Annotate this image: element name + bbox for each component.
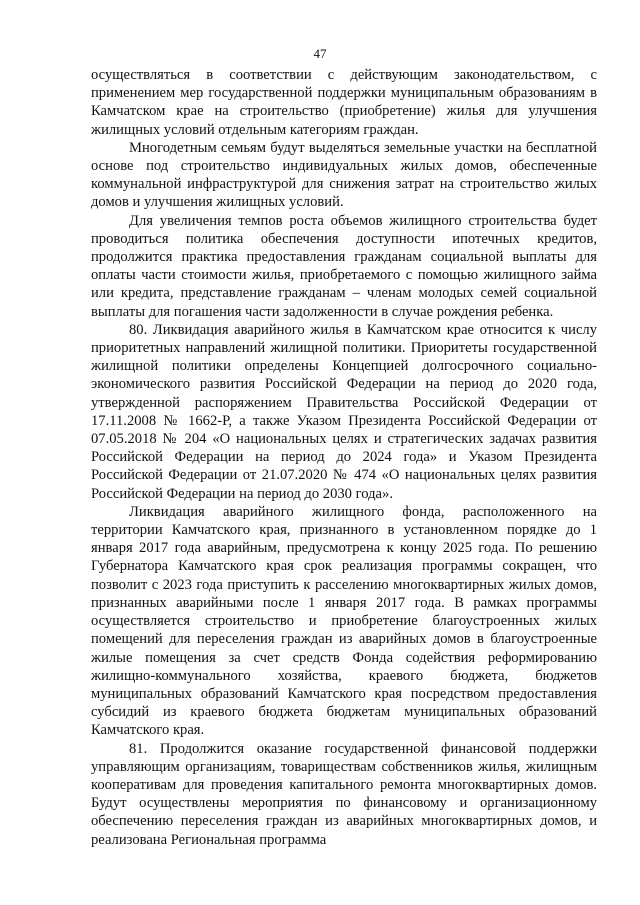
- body-text: [91, 66, 597, 849]
- paragraph-item-80: 80. Ликвидация аварийного жилья в Камчатском крае относится к числу приоритетных направлений жилищной политики. Приоритеты государственной жилищной политики определены Концепцией долгосрочного социально-экономического развития Российской Федерации на период до 2020 года, утвержденной распоряжением Правительства Российской Федерации от 17.11.2008 № 1662-Р, а также Указом Президента Российской Федерации от 07.05.2018 № 204 «О национальных целях и стратегических задачах развития Российской Федерации на период до 2024 года» и Указом Президента Российской Федерации от 21.07.2020 № 474 «О национальных целях развития Российской Федерации на период до 2030 года».: [91, 321, 597, 502]
- page-number: 47: [313, 46, 327, 61]
- paragraph-large-families: Многодетным семьям будут выделяться земельные участки на бесплатной основе под строительство индивидуальных жилых домов, обеспеченные коммунальной инфраструктурой для снижения затрат на строительство жилых домов и улучшения жилищных условий.: [91, 139, 597, 211]
- paragraph-continuation: осуществляться в соответствии с действующим законодательством, с применением мер государственной поддержки муниципальным образованиям в Камчатском крае на строительство (приобретение) жилья для улучшения жилищных условий отдельным категориям граждан.: [91, 67, 597, 138]
- paragraph-emergency-housing: Ликвидация аварийного жилищного фонда, расположенного на территории Камчатского края, признанного в установленном порядке до 1 января 2017 года аварийным, предусмотрена к концу 2025 года. По решению Губернатора Камчатского края срок реализация программы сокращен, что позволит с 2023 года приступить к расселению многоквартирных жилых домов, признанных аварийными после 1 января 2017 года. В рамках программы осуществляется строительство и приобретение благоустроенных жилых помещений для переселения граждан из аварийных домов в благоустроенные жилые помещения за счет средств Фонда содействия реформированию жилищно-коммунального хозяйства, краевого бюджета, бюджетов муниципальных образований Камчатского края посредством предоставления субсидий из краевого бюджета бюджетам муниципальных образований Камчатского края.: [91, 503, 597, 739]
- paragraph-housing-construction: Для увеличения темпов роста объемов жилищного строительства будет проводиться политика обеспечения доступности ипотечных кредитов, продолжится практика предоставления гражданам социальной выплаты для оплаты части стоимости жилья, приобретаемого с помощью жилищного займа или кредита, представление гражданам – членам молодых семей социальной выплаты для погашения части задолженности в случае рождения ребенка.: [91, 212, 597, 320]
- paragraph-item-81: 81. Продолжится оказание государственной финансовой поддержки управляющим организациям, товариществам собственников жилья, жилищным кооперативам для проведения капитального ремонта многоквартирных домов. Будут осуществлены мероприятия по финансовому и организационному обеспечению переселения граждан из аварийных многоквартирных домов, и реализована Региональная программа: [91, 740, 597, 848]
